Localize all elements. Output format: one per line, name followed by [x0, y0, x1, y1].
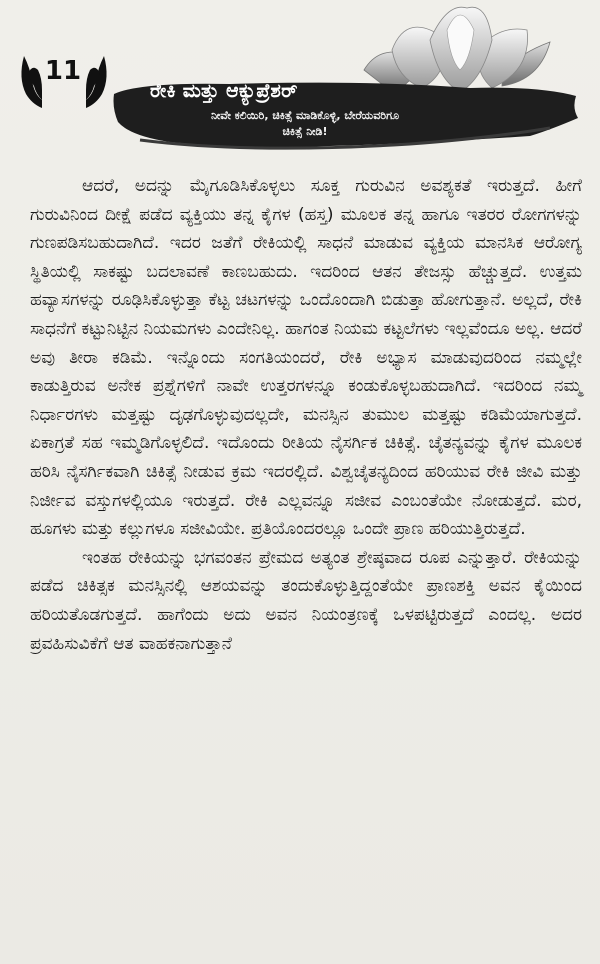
chapter-subtitle: ನೀವೇ ಕಲಿಯಿರಿ, ಚಿಕಿತ್ಸೆ ಮಾಡಿಕೊಳ್ಳಿ, ಬೇರೆಯವರಿಗೂ ಚಿಕಿತ್ಸೆ ನೀಡಿ!	[210, 109, 400, 138]
chapter-header	[0, 0, 600, 170]
paragraph-2: ಇಂತಹ ರೇಕಿಯನ್ನು ಭಗವಂತನ ಪ್ರೇಮದ ಅತ್ಯಂತ ಶ್ರೇಷ್ಠವಾದ ರೂಪ ಎನ್ನುತ್ತಾರೆ. ರೇಕಿಯನ್ನು ಪಡೆದ ಚಿಕಿತ್ಸಕ ಮನಸ್ಸಿನಲ್ಲಿ ಆಶಯವನ್ನು ತಂದುಕೊಳ್ಳುತ್ತಿದ್ದಂತೆಯೇ ಪ್ರಾಣಶಕ್ತಿ ಅವನ ಕೈಯಿಂದ ಹರಿಯತೊಡಗುತ್ತದೆ. ಹಾಗೆಂದು ಅದು ಅವನ ನಿಯಂತ್ರಣಕ್ಕೆ ಒಳಪಟ್ಟಿರುತ್ತದೆ ಎಂದಲ್ಲ. ಅದರ ಪ್ರವಹಿಸುವಿಕೆಗೆ ಆತ ವಾಹಕನಾಗುತ್ತಾನೆ	[30, 547, 582, 654]
chapter-number: 11	[44, 56, 82, 86]
chapter-title: ರೇಕಿ ಮತ್ತು ಆಕ್ಯುಪ್ರೆಶರ್	[150, 80, 298, 102]
paragraph-1: ಆದರೆ, ಅದನ್ನು ಮೈಗೂಡಿಸಿಕೊಳ್ಳಲು ಸೂಕ್ತ ಗುರುವಿನ ಅವಶ್ಯಕತೆ ಇರುತ್ತದೆ. ಹೀಗೆ ಗುರುವಿನಿಂದ ದೀಕ್ಷೆ ಪಡೆದ ವ್ಯಕ್ತಿಯು ತನ್ನ ಕೈಗಳ (ಹಸ್ತ) ಮೂಲಕ ತನ್ನ ಹಾಗೂ ಇತರರ ರೋಗಗಳನ್ನು ಗುಣಪಡಿಸಬಹುದಾಗಿದೆ. ಇದರ ಜತೆಗೆ ರೇಕಿಯಲ್ಲಿ ಸಾಧನೆ ಮಾಡುವ ವ್ಯಕ್ತಿಯ ಮಾನಸಿಕ ಆರೋಗ್ಯ ಸ್ಥಿತಿಯಲ್ಲಿ ಸಾಕಷ್ಟು ಬದಲಾವಣೆ ಕಾಣಬಹುದು. ಇದರಿಂದ ಆತನ ತೇಜಸ್ಸು ಹೆಚ್ಚುತ್ತದೆ. ಉತ್ತಮ ಹವ್ಯಾಸಗಳನ್ನು ರೂಢಿಸಿಕೊಳ್ಳುತ್ತಾ ಕೆಟ್ಟ ಚಟಗಳನ್ನು ಒಂದೊಂದಾಗಿ ಬಿಡುತ್ತಾ ಹೋಗುತ್ತಾನೆ. ಅಲ್ಲದೆ, ರೇಕಿ ಸಾಧನೆಗೆ ಕಟ್ಟುನಿಟ್ಟಿನ ನಿಯಮಗಳು ಎಂದೇನಿಲ್ಲ. ಹಾಗಂತ ನಿಯಮ ಕಟ್ಟಲೆಗಳು ಇಲ್ಲವೆಂದೂ ಅಲ್ಲ. ಆದರೆ ಅವು ತೀರಾ ಕಡಿಮೆ. ಇನ್ನೊಂದು ಸಂಗತಿಯಂದರೆ, ರೇಕಿ ಅಭ್ಯಾಸ ಮಾಡುವುದರಿಂದ ನಮ್ಮಲ್ಲೇ ಕಾಡುತ್ತಿರುವ ಅನೇಕ ಪ್ರಶ್ನೆಗಳಿಗೆ ನಾವೇ ಉತ್ತರಗಳನ್ನೂ ಕಂಡುಕೊಳ್ಳಬಹುದಾಗಿದೆ. ಇದರಿಂದ ನಮ್ಮ ನಿರ್ಧಾರಗಳು ಮತ್ತಷ್ಟು ದೃಢಗೊಳ್ಳುವುದಲ್ಲದೇ, ಮನಸ್ಸಿನ ತುಮುಲ ಮತ್ತಷ್ಟು ಕಡಿಮೆಯಾಗುತ್ತದೆ. ಏಕಾಗ್ರತೆ ಸಹ ಇಮ್ಮಡಿಗೊಳ್ಳಲಿದೆ. ಇದೊಂದು ರೀತಿಯ ನೈಸರ್ಗಿಕ ಚಿಕಿತ್ಸೆ. ಚೈತನ್ಯವನ್ನು ಕೈಗಳ ಮೂಲಕ ಹರಿಸಿ ನೈಸರ್ಗಿಕವಾಗಿ ಚಿಕಿತ್ಸೆ ನೀಡುವ ಕ್ರಮ ಇದರಲ್ಲಿದೆ. ವಿಶ್ವಚೈತನ್ಯದಿಂದ ಹರಿಯುವ ರೇಕಿ ಜೀವಿ ಮತ್ತು ನಿರ್ಜೀವ ವಸ್ತುಗಳಲ್ಲಿಯೂ ಇರುತ್ತದೆ. ರೇಕಿ ಎಲ್ಲವನ್ನೂ ಸಜೀವ ಎಂಬಂತೆಯೇ ನೋಡುತ್ತದೆ. ಮರ, ಹೂಗಳು ಮತ್ತು ಕಲ್ಲುಗಳೂ ಸಜೀವಿಯೇ. ಪ್ರತಿಯೊಂದರಲ್ಲೂ ಒಂದೇ ಪ್ರಾಣ ಹರಿಯುತ್ತಿರುತ್ತದೆ.	[30, 176, 582, 540]
body-text	[30, 172, 582, 658]
